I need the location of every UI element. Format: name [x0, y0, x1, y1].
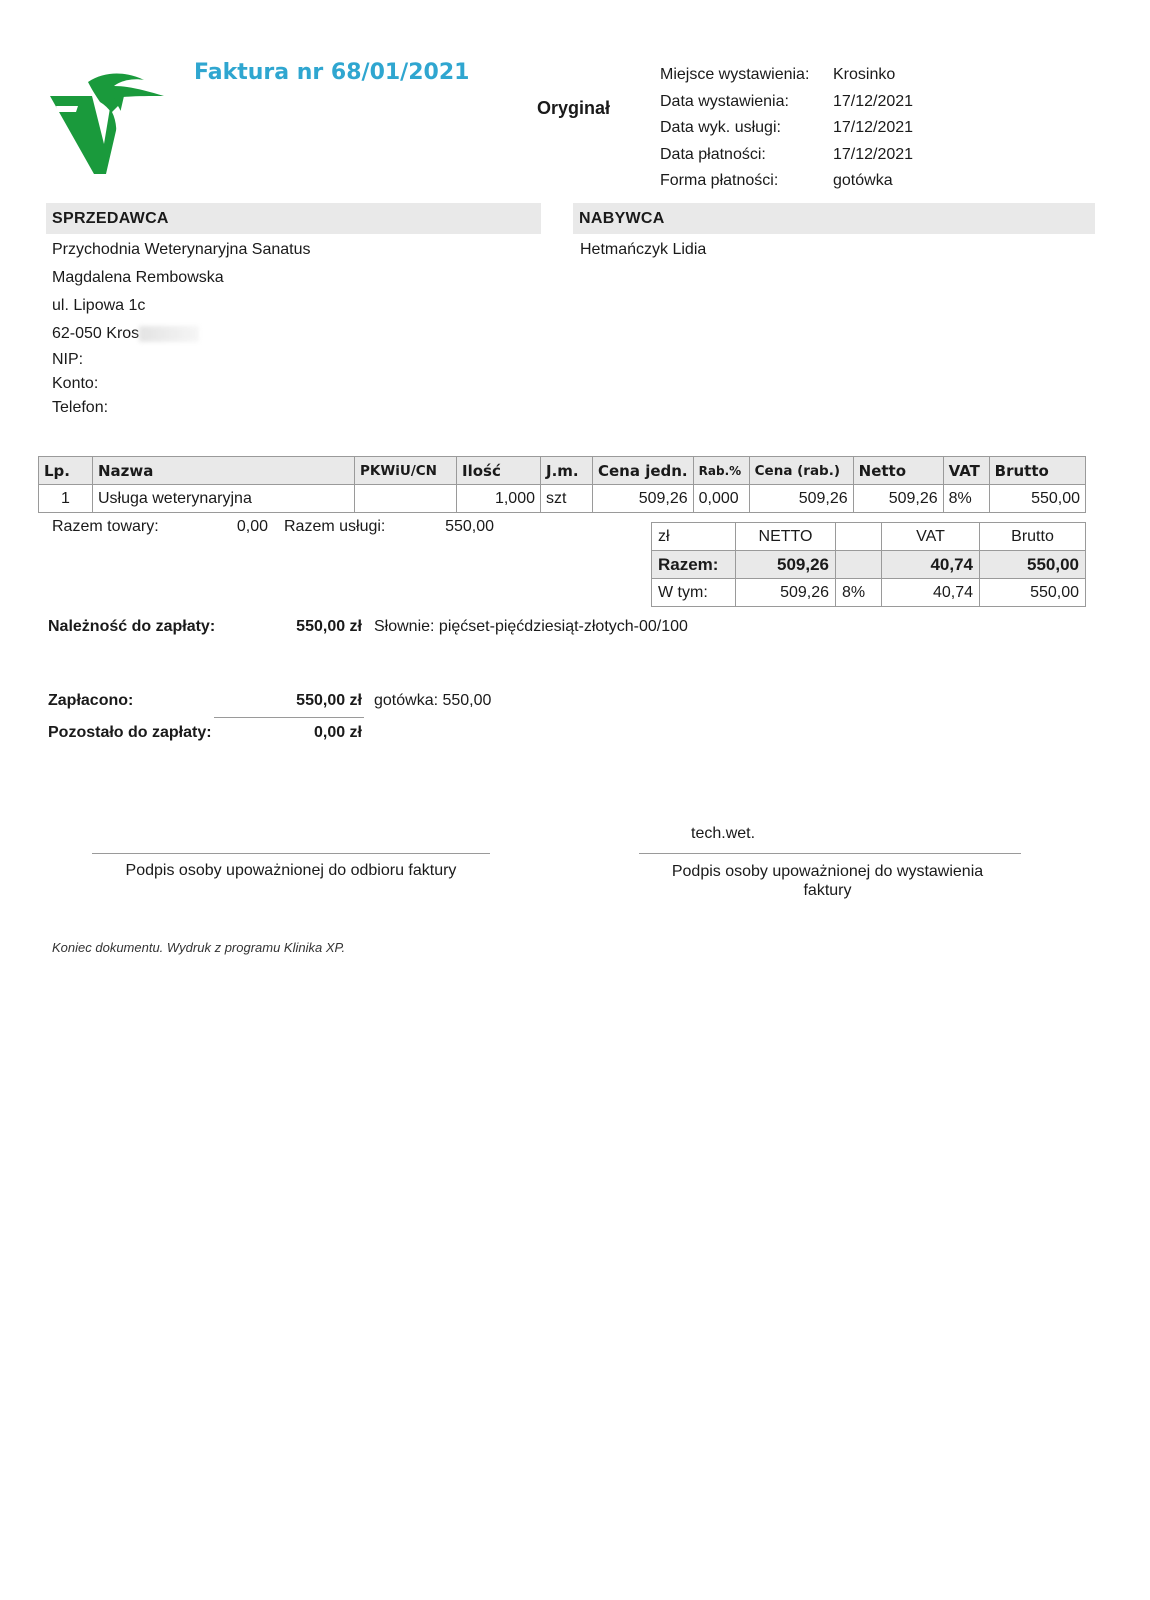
- totals-goods-label: Razem towary:: [52, 518, 159, 535]
- totals-goods-value: 0,00: [236, 518, 268, 535]
- summary-breakdown-netto: 509,26: [736, 579, 836, 607]
- cell-ilosc: 1,000: [457, 485, 541, 513]
- remaining-value: 0,00 zł: [313, 724, 362, 741]
- clinic-logo: [48, 66, 168, 178]
- receiver-signature-line: [92, 853, 490, 854]
- issuer-signature-label: [655, 862, 1000, 900]
- redacted-area: [139, 326, 199, 342]
- cell-cena: 509,26: [593, 485, 694, 513]
- col-cena: Cena jedn.: [593, 457, 694, 485]
- summary-brutto-header: Brutto: [980, 523, 1086, 551]
- summary-total-netto: 509,26: [736, 551, 836, 579]
- meta-label: Data płatności:: [660, 145, 766, 163]
- meta-value: Krosinko: [833, 66, 896, 83]
- table-row: [39, 485, 1086, 513]
- copy-label: Oryginał: [537, 98, 611, 118]
- invoice-title: Faktura nr 68/01/2021: [194, 60, 470, 85]
- seller-street: ul. Lipowa 1c: [52, 297, 146, 314]
- meta-label: Data wystawienia:: [660, 92, 789, 110]
- summary-total-label: Razem:: [652, 551, 736, 579]
- invoice-meta: [660, 62, 913, 195]
- summary-header-row: [652, 523, 1086, 551]
- cell-nazwa: Usługa weterynaryjna: [93, 485, 355, 513]
- issuer-name: tech.wet.: [691, 825, 756, 842]
- col-ilosc: Ilość: [457, 457, 541, 485]
- remaining-row: [48, 724, 362, 742]
- col-cena-rab: Cena (rab.): [749, 457, 853, 485]
- meta-label: Data wyk. usługi:: [660, 119, 781, 136]
- col-lp: Lp.: [39, 457, 93, 485]
- seller-konto: Konto:: [52, 375, 99, 392]
- meta-value: 17/12/2021: [833, 119, 914, 136]
- issuer-signature-line: [639, 853, 1021, 854]
- buyer-heading: NABYWCA: [573, 203, 1095, 234]
- divider: [214, 717, 364, 718]
- meta-value: 17/12/2021: [833, 92, 914, 110]
- meta-value: 17/12/2021: [833, 145, 914, 163]
- meta-row: [660, 115, 913, 142]
- totals-services-label: Razem usługi:: [284, 518, 386, 535]
- cell-pkwiu: [355, 485, 457, 513]
- issuer-signature-line2: faktury: [803, 882, 852, 899]
- paid-method: gotówka: 550,00: [374, 692, 492, 709]
- totals-line: [52, 518, 494, 536]
- summary-breakdown-rate: 8%: [836, 579, 882, 607]
- seller-name: Przychodnia Weterynaryjna Sanatus: [52, 241, 311, 258]
- cell-netto: 509,26: [853, 485, 943, 513]
- meta-value: gotówka: [833, 172, 893, 189]
- paid-value: 550,00 zł: [296, 692, 362, 709]
- buyer-details: [580, 236, 706, 264]
- seller-heading: SPRZEDAWCA: [46, 203, 541, 234]
- summary-breakdown-vat: 40,74: [882, 579, 980, 607]
- meta-row: [660, 142, 913, 169]
- summary-vat-header: VAT: [882, 523, 980, 551]
- amount-due-value: 550,00 zł: [296, 618, 362, 635]
- items-header-row: [39, 457, 1086, 485]
- summary-currency: zł: [652, 523, 736, 551]
- summary-total-brutto: 550,00: [980, 551, 1086, 579]
- paid-label: Zapłacono:: [48, 692, 134, 709]
- summary-netto-header: NETTO: [736, 523, 836, 551]
- col-vat: VAT: [943, 457, 989, 485]
- vat-summary-table: [651, 522, 1086, 607]
- meta-row: [660, 168, 913, 195]
- buyer-name: Hetmańczyk Lidia: [580, 241, 707, 258]
- seller-city: 62-050 Kros: [52, 325, 140, 342]
- summary-total-row: [652, 551, 1086, 579]
- col-netto: Netto: [853, 457, 943, 485]
- seller-city-row: [52, 320, 311, 348]
- receiver-signature-label: Podpis osoby upoważnionej do odbioru faktury: [125, 862, 457, 879]
- col-jm: J.m.: [541, 457, 593, 485]
- meta-label: Forma płatności:: [660, 172, 779, 189]
- document-footer: Koniec dokumentu. Wydruk z programu Klinika XP.: [52, 940, 346, 955]
- col-pkwiu: PKWiU/CN: [355, 457, 457, 485]
- seller-telefon: Telefon:: [52, 399, 109, 416]
- col-rab: Rab.%: [693, 457, 749, 485]
- remaining-label: Pozostało do zapłaty:: [48, 724, 212, 741]
- col-brutto: Brutto: [989, 457, 1085, 485]
- summary-total-rate: [836, 551, 882, 579]
- col-nazwa: Nazwa: [93, 457, 355, 485]
- meta-row: [660, 62, 913, 89]
- summary-breakdown-row: [652, 579, 1086, 607]
- cell-jm: szt: [541, 485, 593, 513]
- cell-rab: 0,000: [693, 485, 749, 513]
- summary-rate-header: [836, 523, 882, 551]
- issuer-signature-line1: Podpis osoby upoważnionej do wystawienia: [671, 863, 984, 880]
- seller-owner: Magdalena Rembowska: [52, 269, 224, 286]
- cell-lp: 1: [39, 485, 93, 513]
- seller-details: [52, 236, 311, 420]
- items-table: [38, 456, 1086, 513]
- summary-total-vat: 40,74: [882, 551, 980, 579]
- meta-label: Miejsce wystawienia:: [660, 66, 810, 83]
- amount-due-label: Należność do zapłaty:: [48, 618, 216, 635]
- totals-services-value: 550,00: [445, 518, 494, 535]
- summary-breakdown-brutto: 550,00: [980, 579, 1086, 607]
- cell-brutto: 550,00: [989, 485, 1085, 513]
- amount-in-words: Słownie: pięćset-pięćdziesiąt-złotych-00/100: [374, 618, 688, 635]
- cell-vat: 8%: [943, 485, 989, 513]
- amount-due: [48, 618, 688, 636]
- cell-cena-rab: 509,26: [749, 485, 853, 513]
- meta-row: [660, 89, 913, 116]
- paid-row: [48, 692, 491, 710]
- seller-nip: NIP:: [52, 351, 84, 368]
- summary-breakdown-label: W tym:: [652, 579, 736, 607]
